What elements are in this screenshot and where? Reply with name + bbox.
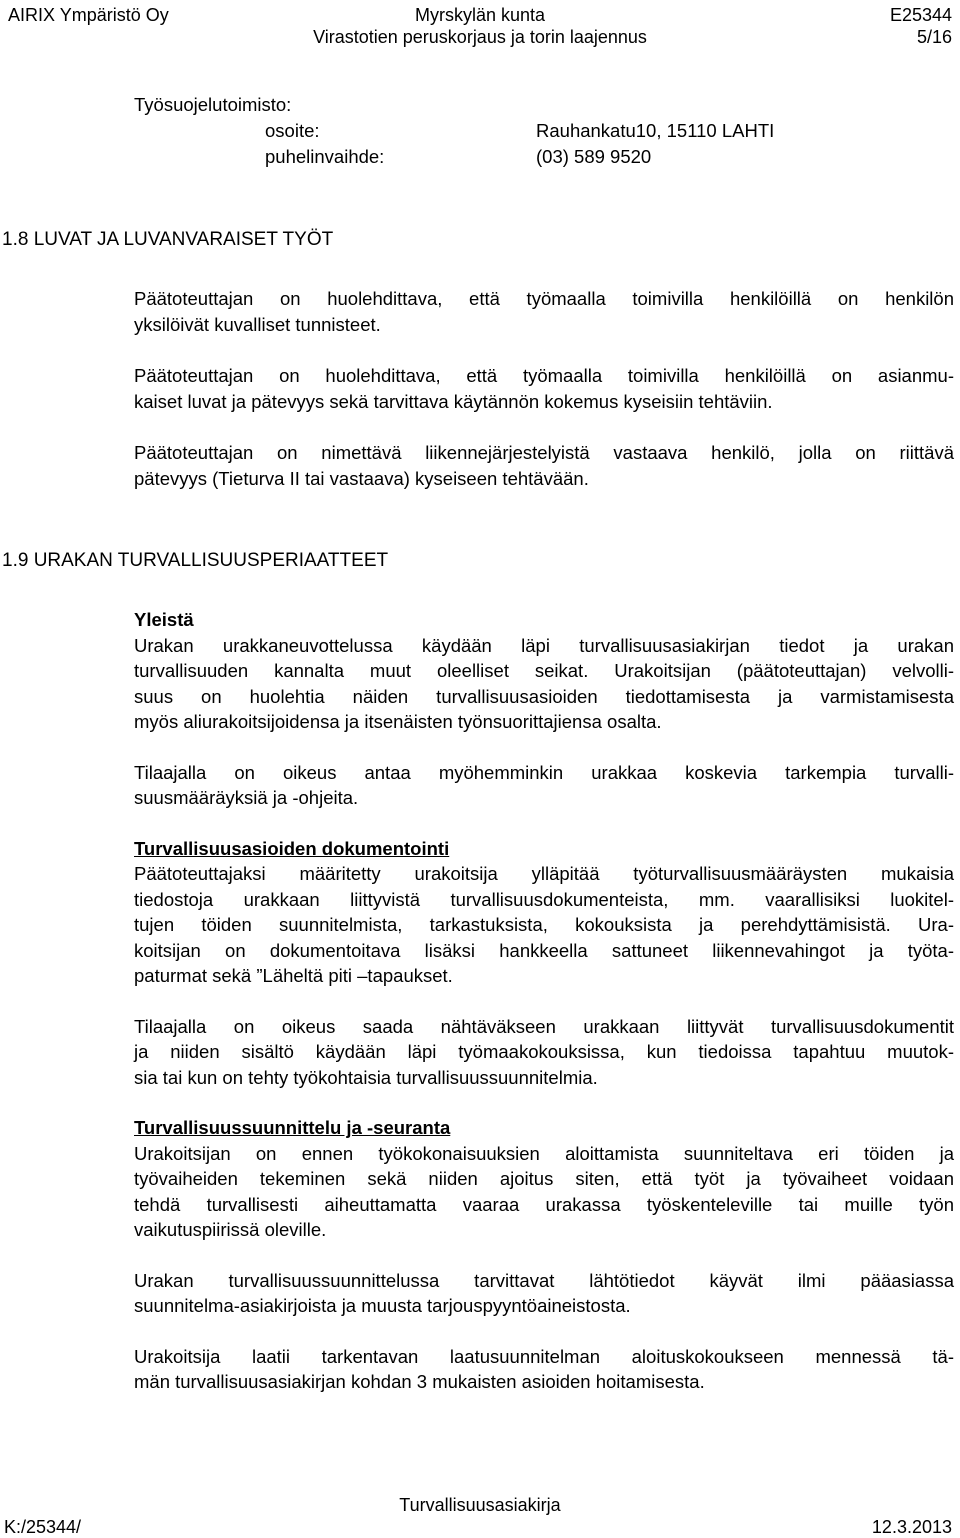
text-line: Urakoitsijan on ennen työkokonaisuuksien aloittamista suunniteltava eri töiden ja (134, 1142, 954, 1164)
text-line: yksilöivät kuvalliset tunnisteet. (134, 313, 381, 335)
text-line: koitsijan on dokumentoitava lisäksi hankkeella sattuneet liikennevahingot ja työta- (134, 939, 954, 961)
contact-org: Työsuojelutoimisto: (134, 94, 292, 115)
text-line: paturmat sekä ”Läheltä piti –tapaukset. (134, 965, 453, 986)
text-line: Urakoitsija laatii tarkentavan laatusuunnitelman aloituskokoukseen mennessä tä- (134, 1345, 954, 1367)
footer-doc-name: Turvallisuusasiakirja (399, 1495, 561, 1515)
contact-address-label: osoite: (265, 120, 320, 141)
paragraph (134, 861, 954, 989)
text-line: Päätoteuttajan on huolehdittava, että työmaalla toimivilla henkilöillä on henkilön (134, 288, 954, 309)
text-line: pätevyys (Tieturva II tai vastaava) kyseiseen tehtävään. (134, 467, 589, 489)
paragraph (134, 760, 954, 811)
subheading-yleista: Yleistä (134, 609, 194, 630)
text-line: turvallisuuden kannalta muut oleelliset seikat. Urakoitsijan (päätoteuttajan) velvolli- (134, 660, 954, 681)
text-line: Päätoteuttajaksi määritetty urakoitsija ylläpitää työturvallisuusmääräysten mukaisia (134, 863, 954, 884)
contact-phone-value: (03) 589 9520 (536, 146, 652, 167)
footer-path: K:/25344/ (4, 1517, 82, 1537)
text-line: Tilaajalla on oikeus saada nähtäväkseen urakkaan liittyvät turvallisuusdokumentit (134, 1015, 954, 1037)
text-line: män turvallisuusasiakirjan kohdan 3 mukaisten asioiden hoitamisesta. (134, 1371, 705, 1392)
text-line: Päätoteuttajan on nimettävä liikennejärjestelyistä vastaava henkilö, jolla on riittävä (134, 442, 954, 463)
paragraph (134, 286, 954, 337)
paragraph (134, 1268, 954, 1319)
text-line: kaiset luvat ja pätevyys sekä tarvittava käytännön kokemus kyseisiin tehtäviin. (134, 390, 773, 412)
text-line: työvaiheiden tekeminen sekä niiden ajoitus siten, että työt ja työvaiheet voidaan (134, 1168, 954, 1189)
paragraph (134, 1141, 954, 1243)
paragraph (134, 1014, 954, 1091)
text-line: Urakan turvallisuussuunnittelussa tarvittavat lähtötiedot käyvät ilmi pääasiassa (134, 1269, 954, 1291)
text-line: suus on huolehtia näiden turvallisuusasioiden tiedottamisesta ja varmistamisesta (134, 685, 954, 707)
section-1-8-body (134, 286, 954, 491)
section-title-1-9: 1.9 URAKAN TURVALLISUUSPERIAATTEET (2, 550, 389, 571)
header-company: AIRIX Ympäristö Oy (8, 5, 169, 25)
subheading-dokumentointi: Turvallisuusasioiden dokumentointi (134, 837, 450, 859)
paragraph (134, 363, 954, 414)
paragraph (134, 440, 954, 491)
header-project-name: Virastotien peruskorjaus ja torin laajennus (313, 27, 647, 47)
text-line: myös aliurakoitsijoidensa ja itsenäisten työnsuorittajiensa osalta. (134, 711, 662, 732)
text-line: Päätoteuttajan on huolehdittava, että työmaalla toimivilla henkilöillä on asianmu- (134, 365, 954, 386)
footer-date: 12.3.2013 (871, 1517, 952, 1537)
text-line: suunnitelma-asiakirjoista ja muusta tarjouspyyntöaineistosta. (134, 1295, 631, 1316)
contact-phone-label: puhelinvaihde: (265, 146, 385, 167)
text-line: Urakan urakkaneuvottelussa käydään läpi turvallisuusasiakirjan tiedot ja urakan (134, 634, 954, 656)
section-1-9-body (134, 607, 954, 1395)
text-line: tujen töiden suunnitelmista, tarkastuksista, kokouksista ja perehdyttämisistä. Ura- (134, 914, 954, 935)
text-line: Tilaajalla on oikeus antaa myöhemminkin urakkaa koskevia tarkempia turvalli- (134, 761, 954, 783)
text-line: suusmääräyksiä ja -ohjeita. (134, 787, 359, 808)
subheading-suunnittelu: Turvallisuussuunnittelu ja -seuranta (134, 1117, 451, 1138)
text-line: sia tai kun on tehty työkohtaisia turvallisuussuunnitelmia. (134, 1066, 598, 1088)
text-line: tiedostoja urakkaan liittyvistä turvallisuusdokumenteista, mm. vaarallisiksi luokitel- (134, 888, 954, 910)
text-line: vaikutuspiirissä oleville. (134, 1219, 327, 1240)
contact-address-value: Rauhankatu10, 15110 LAHTI (536, 120, 775, 141)
header-client: Myrskylän kunta (414, 5, 546, 25)
header-project-code: E25344 (889, 5, 952, 25)
header-page-number: 5/16 (916, 27, 952, 47)
section-title-1-8: 1.8 LUVAT JA LUVANVARAISET TYÖT (2, 229, 334, 250)
paragraph (134, 1344, 954, 1395)
text-line: tehdä turvallisesti aiheuttamatta vaaraa urakassa työskenteleville tai muille työn (134, 1193, 954, 1215)
paragraph (134, 633, 954, 735)
text-line: ja niiden sisältö käydään läpi työmaakokouksissa, kun tiedoissa tapahtuu muutok- (134, 1041, 954, 1062)
